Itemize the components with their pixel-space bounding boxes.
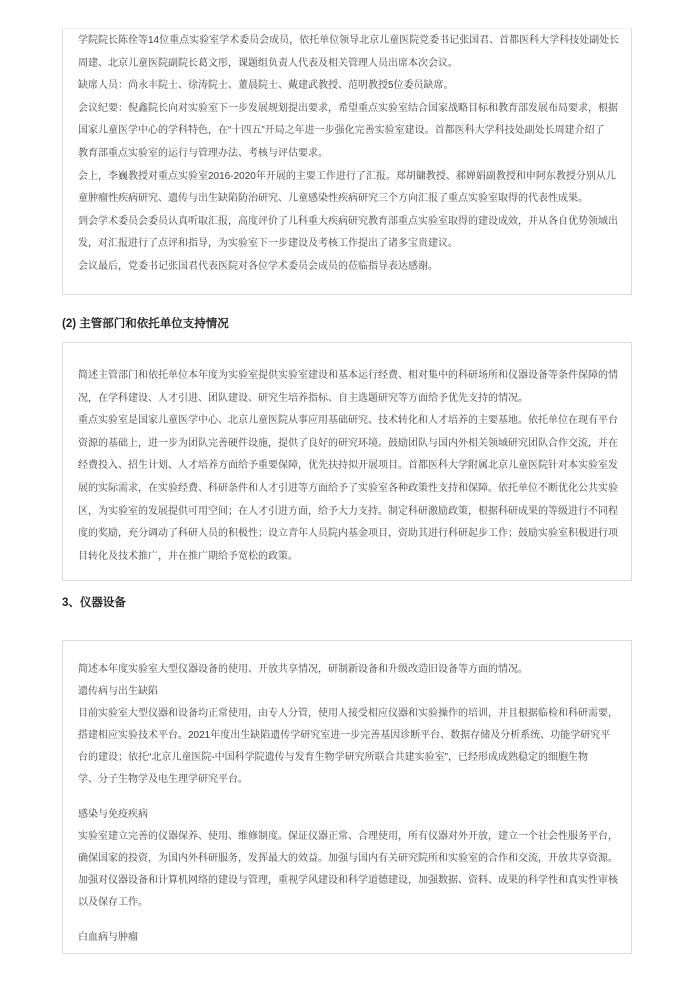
text-line: 目转化及技术推广，并在推广期给予宽松的政策。 [78,550,298,562]
text-line: 以及保存工作。 [78,897,148,908]
text-line: 感染与免疫疾病 [78,809,148,820]
paragraph [78,659,619,681]
text-line: 童肿瘤性疾病研究、遗传与出生缺陷防治研究、儿童感染性疾病研究三个方向汇报了重点实验室取得的代表性成果。 [78,193,588,205]
paragraph [78,927,619,949]
text-line: 会议纪要：倪鑫院长向对实验室下一步发展规划提出要求，希望重点实验室结合国家战略目标和教育部发展布局要求，根据 [78,102,618,114]
paragraph [78,703,619,791]
text-line: 台的建设；依托“北京儿童医院-中国科学院遗传与发育生物学研究所联合共建实验室”，已经形成成熟稳定的细胞生物 [78,752,588,763]
text-line: 区，为实验室的发展提供可用空间；在人才引进方面，给予大力支持。制定科研激励政策，根据科研成果的等级进行不同程 [78,505,618,517]
text-line: 白血病与肿瘤 [78,932,138,943]
support-description-box [62,342,632,581]
text-line: 国家儿童医学中心的学科特色，在“十四五”开局之年进一步强化完善实验室建设。首都医科大学科技处副处长周建介绍了 [78,125,605,137]
section-heading-support: (2) 主管部门和依托单位支持情况 [62,318,229,330]
text-line: 遗传病与出生缺陷 [78,686,158,697]
text-line: 学院院长陈佺等14位重点实验室学术委员会成员，依托单位领导北京儿童医院党委书记张国君、首都医科大学科技处副处长 [78,35,620,46]
text-line: 搭建相应实验技术平台。2021年度出生缺陷遗传学研究室进一步完善基因诊断平台、数据存储及分析系统、功能学研究平 [78,730,611,741]
text-line: 况，在学科建设、人才引进、团队建设、研究生培养指标、自主选题研究等方面给予优先支持的情况。 [78,392,528,404]
text-line: 会上，李巍教授对重点实验室2016-2020年开展的主要工作进行了汇报。郑胡镛教授、郝婵娟副教授和申阿东教授分别从儿 [78,170,616,182]
section-heading-equipment: 3、仪器设备 [62,597,126,609]
text-line: 到会学术委员会委员认真听取汇报，高度评价了儿科重大疾病研究教育部重点实验室取得的建设成效，并从各自优势领域出 [78,215,618,227]
text-line: 度的奖励，充分调动了科研人员的积极性；设立青年人员院内基金项目，资助其进行科研起步工作；鼓励实验室积极进行项 [78,528,618,540]
text-line: 简述本年度实验室大型仪器设备的使用、开放共享情况，研制新设备和升级改造旧设备等方面的情况。 [78,664,528,675]
text-line: 展的实际需求，在实验经费、科研条件和人才引进等方面给予了实验室各种政策性支持和保障。依托单位不断优化公共实验 [78,482,618,494]
text-line: 加强对仪器设备和计算机网络的建设与管理，重视学风建设和科学道德建设，加强数据、资料、成果的科学性和真实性审核 [78,875,618,886]
text-line: 周建、北京儿童医院副院长葛文彤，课题组负责人代表及相关管理人员出席本次会议。 [78,57,458,69]
text-line: 经费投入、招生计划、人才培养方面给予重要保障，优先扶持拟开展项目。首都医科大学附属北京儿童医院针对本实验室发 [78,460,618,472]
text-line: 会议最后，党委书记张国君代表医院对各位学术委员会成员的莅临指导表达感谢。 [78,260,438,272]
text-line: 学、分子生物学及电生理学研究平台。 [78,774,248,785]
meeting-minutes-box [62,28,632,295]
text-line: 发，对汇报进行了点评和指导，为实验室下一步建设及考核工作提出了诸多宝贵建议。 [78,238,458,250]
paragraph [78,826,619,914]
text-line: 教育部重点实验室的运行与管理办法、考核与评估要求。 [78,147,328,159]
text-line: 资源的基础上，进一步为团队完善硬件设施，提供了良好的研究环境。鼓励团队与国内外相关领域研究团队合作交流，并在 [78,437,618,449]
text-line: 确保国家的投资，为国内外科研服务，发挥最大的效益。加强与国内有关研究院所和实验室的合作和交流，开放共享资源。 [78,853,618,864]
text-line: 实验室建立完善的仪器保养、使用、维修制度。保证仪器正常、合理使用，所有仪器对外开放，建立一个社会性服务平台， [78,831,618,842]
paragraph [78,681,619,703]
text-line: 目前实验室大型仪器和设备均正常使用，由专人分管，使用人接受相应仪器和实验操作的培训，并且根据临检和科研需要， [78,708,618,719]
equipment-description-box [62,640,632,954]
text-line: 简述主管部门和依托单位本年度为实验室提供实验室建设和基本运行经费、相对集中的科研场所和仪器设备等条件保障的情 [78,370,618,381]
paragraph [78,804,619,826]
text-line: 缺席人员：尚永丰院士、徐涛院士、董晨院士、戴建武教授、范明教授5位委员缺席。 [78,80,454,92]
text-line: 重点实验室是国家儿童医学中心、北京儿童医院从事应用基础研究、技术转化和人才培养的主要基地。依托单位在现有平台 [78,415,618,427]
